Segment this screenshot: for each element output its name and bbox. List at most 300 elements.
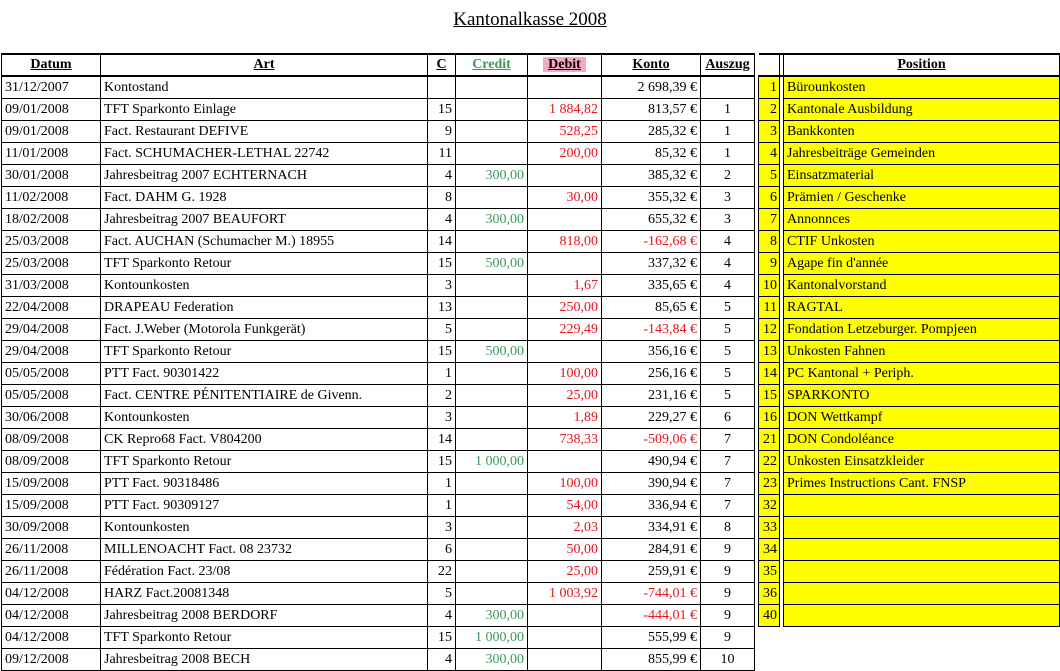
cell-konto[interactable]: 855,99 € (602, 649, 701, 671)
cell-debit[interactable]: 1 884,82 (528, 99, 602, 121)
cell-credit[interactable] (456, 99, 528, 121)
cell-category[interactable]: 22 (428, 561, 456, 583)
cell-credit[interactable] (456, 121, 528, 143)
cell-konto[interactable]: 490,94 € (602, 451, 701, 473)
position-number[interactable]: 32 (759, 495, 780, 517)
position-row[interactable] (759, 231, 1060, 253)
cell-art[interactable]: Kontounkosten (101, 407, 428, 429)
table-row[interactable] (2, 407, 755, 429)
cell-credit[interactable] (456, 231, 528, 253)
cell-art[interactable]: Kontounkosten (101, 275, 428, 297)
cell-category[interactable]: 15 (428, 253, 456, 275)
cell-auszug[interactable]: 1 (701, 99, 755, 121)
position-row[interactable] (759, 473, 1060, 495)
position-label[interactable] (784, 539, 1060, 561)
position-label[interactable]: Kantonalvorstand (784, 275, 1060, 297)
cell-category[interactable]: 5 (428, 583, 456, 605)
cell-auszug[interactable]: 4 (701, 275, 755, 297)
cell-category[interactable]: 3 (428, 517, 456, 539)
position-number[interactable]: 1 (759, 76, 780, 99)
cell-category[interactable] (428, 76, 456, 99)
cell-date[interactable]: 04/12/2008 (2, 605, 101, 627)
position-row[interactable] (759, 165, 1060, 187)
cell-art[interactable]: TFT Sparkonto Einlage (101, 99, 428, 121)
cell-art[interactable]: Fact. CENTRE PÉNITENTIAIRE de Givenn. (101, 385, 428, 407)
position-label[interactable]: Unkosten Einsatzkleider (784, 451, 1060, 473)
position-row[interactable] (759, 209, 1060, 231)
cell-art[interactable]: PTT Fact. 90309127 (101, 495, 428, 517)
cell-auszug[interactable]: 7 (701, 473, 755, 495)
cell-art[interactable]: Fact. J.Weber (Motorola Funkgerät) (101, 319, 428, 341)
position-label[interactable]: Unkosten Fahnen (784, 341, 1060, 363)
position-row[interactable] (759, 407, 1060, 429)
header-debit[interactable] (528, 54, 602, 76)
table-row[interactable] (2, 649, 755, 671)
cell-debit[interactable]: 2,03 (528, 517, 602, 539)
cell-art[interactable]: TFT Sparkonto Retour (101, 253, 428, 275)
cell-art[interactable]: PTT Fact. 90318486 (101, 473, 428, 495)
cell-debit[interactable] (528, 165, 602, 187)
cell-category[interactable]: 1 (428, 473, 456, 495)
header-art[interactable]: Art (101, 54, 428, 76)
cell-debit[interactable] (528, 649, 602, 671)
cell-konto[interactable]: 259,91 € (602, 561, 701, 583)
cell-date[interactable]: 30/09/2008 (2, 517, 101, 539)
cell-credit[interactable] (456, 407, 528, 429)
cell-date[interactable]: 29/04/2008 (2, 341, 101, 363)
table-row[interactable] (2, 583, 755, 605)
position-label[interactable]: Einsatzmaterial (784, 165, 1060, 187)
position-row[interactable] (759, 539, 1060, 561)
cell-date[interactable]: 05/05/2008 (2, 363, 101, 385)
position-number[interactable]: 7 (759, 209, 780, 231)
cell-date[interactable]: 11/01/2008 (2, 143, 101, 165)
cell-credit[interactable]: 500,00 (456, 341, 528, 363)
cell-debit[interactable]: 50,00 (528, 539, 602, 561)
cell-debit[interactable] (528, 76, 602, 99)
cell-category[interactable]: 13 (428, 297, 456, 319)
cell-credit[interactable] (456, 297, 528, 319)
table-row[interactable] (2, 99, 755, 121)
cell-auszug[interactable]: 7 (701, 429, 755, 451)
cell-auszug[interactable]: 7 (701, 495, 755, 517)
cell-category[interactable]: 4 (428, 605, 456, 627)
cell-art[interactable]: Fact. AUCHAN (Schumacher M.) 18955 (101, 231, 428, 253)
cell-konto[interactable]: 337,32 € (602, 253, 701, 275)
table-row[interactable] (2, 495, 755, 517)
cell-credit[interactable] (456, 539, 528, 561)
cell-debit[interactable]: 30,00 (528, 187, 602, 209)
table-row[interactable] (2, 253, 755, 275)
table-row[interactable] (2, 429, 755, 451)
position-label[interactable] (784, 495, 1060, 517)
position-number[interactable]: 10 (759, 275, 780, 297)
cell-konto[interactable]: 231,16 € (602, 385, 701, 407)
cell-konto[interactable]: -444,01 € (602, 605, 701, 627)
cell-auszug[interactable]: 1 (701, 121, 755, 143)
position-label[interactable]: Bürounkosten (784, 76, 1060, 99)
cell-auszug[interactable]: 5 (701, 385, 755, 407)
cell-credit[interactable] (456, 561, 528, 583)
cell-konto[interactable]: -143,84 € (602, 319, 701, 341)
table-row[interactable] (2, 561, 755, 583)
table-row[interactable] (2, 385, 755, 407)
cell-debit[interactable]: 100,00 (528, 363, 602, 385)
cell-credit[interactable]: 300,00 (456, 605, 528, 627)
cell-auszug[interactable]: 2 (701, 165, 755, 187)
position-number[interactable]: 11 (759, 297, 780, 319)
cell-art[interactable]: Jahresbeitrag 2007 ECHTERNACH (101, 165, 428, 187)
position-body (759, 76, 1060, 627)
cell-art[interactable]: Fact. Restaurant DEFIVE (101, 121, 428, 143)
cell-debit[interactable]: 1 003,92 (528, 583, 602, 605)
cell-credit[interactable]: 1 000,00 (456, 627, 528, 649)
cell-category[interactable]: 15 (428, 627, 456, 649)
cell-konto[interactable]: 555,99 € (602, 627, 701, 649)
cell-debit[interactable] (528, 253, 602, 275)
cell-date[interactable]: 09/01/2008 (2, 99, 101, 121)
cell-category[interactable]: 4 (428, 649, 456, 671)
cell-category[interactable]: 15 (428, 451, 456, 473)
cell-category[interactable]: 1 (428, 495, 456, 517)
cell-credit[interactable]: 300,00 (456, 649, 528, 671)
cell-art[interactable]: Kontostand (101, 76, 428, 99)
position-row[interactable] (759, 253, 1060, 275)
position-row[interactable] (759, 143, 1060, 165)
table-row[interactable] (2, 231, 755, 253)
cell-art[interactable]: TFT Sparkonto Retour (101, 627, 428, 649)
cell-auszug[interactable]: 3 (701, 187, 755, 209)
cell-konto[interactable]: 284,91 € (602, 539, 701, 561)
table-row[interactable] (2, 627, 755, 649)
position-row[interactable] (759, 187, 1060, 209)
position-number[interactable]: 5 (759, 165, 780, 187)
position-label[interactable]: CTIF Unkosten (784, 231, 1060, 253)
cell-credit[interactable] (456, 275, 528, 297)
cell-auszug[interactable]: 3 (701, 209, 755, 231)
header-c[interactable]: C (428, 54, 456, 76)
cell-auszug[interactable]: 9 (701, 583, 755, 605)
cell-date[interactable]: 08/09/2008 (2, 429, 101, 451)
cell-konto[interactable]: 390,94 € (602, 473, 701, 495)
cell-art[interactable]: MILLENOACHT Fact. 08 23732 (101, 539, 428, 561)
cell-konto[interactable]: 336,94 € (602, 495, 701, 517)
position-number[interactable]: 36 (759, 583, 780, 605)
cell-auszug[interactable]: 9 (701, 561, 755, 583)
cell-credit[interactable] (456, 385, 528, 407)
cell-auszug[interactable]: 7 (701, 451, 755, 473)
cell-date[interactable]: 08/09/2008 (2, 451, 101, 473)
cell-debit[interactable]: 54,00 (528, 495, 602, 517)
cell-debit[interactable] (528, 627, 602, 649)
position-number[interactable]: 40 (759, 605, 780, 627)
cell-category[interactable]: 8 (428, 187, 456, 209)
cell-konto[interactable]: -162,68 € (602, 231, 701, 253)
cell-date[interactable]: 04/12/2008 (2, 583, 101, 605)
cell-debit[interactable]: 1,67 (528, 275, 602, 297)
cell-debit[interactable]: 818,00 (528, 231, 602, 253)
position-number[interactable]: 35 (759, 561, 780, 583)
cell-category[interactable]: 3 (428, 407, 456, 429)
position-label[interactable]: Primes Instructions Cant. FNSP (784, 473, 1060, 495)
cell-art[interactable]: Kontounkosten (101, 517, 428, 539)
cell-date[interactable]: 25/03/2008 (2, 231, 101, 253)
cell-debit[interactable]: 100,00 (528, 473, 602, 495)
cell-konto[interactable]: 335,65 € (602, 275, 701, 297)
position-number[interactable]: 13 (759, 341, 780, 363)
table-row[interactable] (2, 451, 755, 473)
cell-credit[interactable] (456, 363, 528, 385)
position-row[interactable] (759, 561, 1060, 583)
cell-konto[interactable]: 229,27 € (602, 407, 701, 429)
cell-date[interactable]: 05/05/2008 (2, 385, 101, 407)
cell-credit[interactable] (456, 76, 528, 99)
cell-auszug[interactable]: 9 (701, 627, 755, 649)
table-row[interactable] (2, 363, 755, 385)
cell-art[interactable]: TFT Sparkonto Retour (101, 451, 428, 473)
cell-konto[interactable]: -744,01 € (602, 583, 701, 605)
cell-auszug[interactable]: 5 (701, 297, 755, 319)
cell-debit[interactable]: 250,00 (528, 297, 602, 319)
table-row[interactable] (2, 473, 755, 495)
cell-art[interactable]: HARZ Fact.20081348 (101, 583, 428, 605)
cell-konto[interactable]: 85,65 € (602, 297, 701, 319)
table-row[interactable] (2, 121, 755, 143)
position-label[interactable] (784, 561, 1060, 583)
position-row[interactable] (759, 605, 1060, 627)
cell-auszug[interactable]: 5 (701, 341, 755, 363)
cell-auszug[interactable]: 1 (701, 143, 755, 165)
cell-credit[interactable] (456, 143, 528, 165)
cell-date[interactable]: 31/03/2008 (2, 275, 101, 297)
cell-konto[interactable]: 334,91 € (602, 517, 701, 539)
cell-auszug[interactable]: 6 (701, 407, 755, 429)
position-row[interactable] (759, 385, 1060, 407)
position-label[interactable]: Annonnces (784, 209, 1060, 231)
cell-konto[interactable]: 256,16 € (602, 363, 701, 385)
cell-debit[interactable]: 229,49 (528, 319, 602, 341)
cell-date[interactable]: 18/02/2008 (2, 209, 101, 231)
position-row[interactable] (759, 297, 1060, 319)
position-number[interactable]: 14 (759, 363, 780, 385)
cell-date[interactable]: 31/12/2007 (2, 76, 101, 99)
position-row[interactable] (759, 451, 1060, 473)
cell-category[interactable]: 3 (428, 275, 456, 297)
cell-credit[interactable]: 300,00 (456, 209, 528, 231)
cell-date[interactable]: 09/01/2008 (2, 121, 101, 143)
cell-art[interactable]: Fact. SCHUMACHER-LETHAL 22742 (101, 143, 428, 165)
cell-category[interactable]: 9 (428, 121, 456, 143)
position-label[interactable] (784, 605, 1060, 627)
position-number[interactable]: 12 (759, 319, 780, 341)
position-number[interactable]: 22 (759, 451, 780, 473)
cell-konto[interactable]: 2 698,39 € (602, 76, 701, 99)
cell-credit[interactable]: 300,00 (456, 165, 528, 187)
cell-auszug[interactable]: 5 (701, 363, 755, 385)
cell-konto[interactable]: 813,57 € (602, 99, 701, 121)
position-number[interactable]: 23 (759, 473, 780, 495)
cell-art[interactable]: DRAPEAU Federation (101, 297, 428, 319)
cell-auszug[interactable]: 5 (701, 319, 755, 341)
cell-category[interactable]: 15 (428, 341, 456, 363)
position-label[interactable]: Prämien / Geschenke (784, 187, 1060, 209)
cell-credit[interactable] (456, 583, 528, 605)
position-number[interactable]: 3 (759, 121, 780, 143)
cell-category[interactable]: 4 (428, 165, 456, 187)
position-label[interactable]: Bankkonten (784, 121, 1060, 143)
cell-auszug[interactable] (701, 76, 755, 99)
cell-debit[interactable] (528, 209, 602, 231)
cell-date[interactable]: 26/11/2008 (2, 561, 101, 583)
cell-date[interactable]: 29/04/2008 (2, 319, 101, 341)
cell-konto[interactable]: 355,32 € (602, 187, 701, 209)
cell-art[interactable]: CK Repro68 Fact. V804200 (101, 429, 428, 451)
position-row[interactable] (759, 583, 1060, 605)
table-row[interactable] (2, 76, 755, 99)
cell-debit[interactable] (528, 451, 602, 473)
cell-credit[interactable] (456, 473, 528, 495)
cell-category[interactable]: 2 (428, 385, 456, 407)
position-label[interactable] (784, 517, 1060, 539)
position-label[interactable]: Jahresbeiträge Gemeinden (784, 143, 1060, 165)
cell-debit[interactable]: 200,00 (528, 143, 602, 165)
cell-art[interactable]: Jahresbeitrag 2008 BECH (101, 649, 428, 671)
cell-category[interactable]: 15 (428, 99, 456, 121)
cell-credit[interactable] (456, 517, 528, 539)
position-label[interactable]: DON Condoléance (784, 429, 1060, 451)
header-konto[interactable]: Konto (602, 54, 701, 76)
cell-art[interactable]: Jahresbeitrag 2008 BERDORF (101, 605, 428, 627)
table-row[interactable] (2, 209, 755, 231)
cell-date[interactable]: 22/04/2008 (2, 297, 101, 319)
cell-auszug[interactable]: 9 (701, 539, 755, 561)
cell-konto[interactable]: 385,32 € (602, 165, 701, 187)
position-row[interactable] (759, 99, 1060, 121)
cell-konto[interactable]: 655,32 € (602, 209, 701, 231)
cell-date[interactable]: 25/03/2008 (2, 253, 101, 275)
cell-art[interactable]: TFT Sparkonto Retour (101, 341, 428, 363)
table-row[interactable] (2, 143, 755, 165)
cell-debit[interactable] (528, 341, 602, 363)
cell-debit[interactable]: 25,00 (528, 561, 602, 583)
position-label[interactable]: PC Kantonal + Periph. (784, 363, 1060, 385)
position-number[interactable]: 9 (759, 253, 780, 275)
position-number[interactable]: 2 (759, 99, 780, 121)
cell-category[interactable]: 11 (428, 143, 456, 165)
table-row[interactable] (2, 319, 755, 341)
position-number[interactable]: 33 (759, 517, 780, 539)
cell-credit[interactable] (456, 319, 528, 341)
cell-category[interactable]: 4 (428, 209, 456, 231)
cell-auszug[interactable]: 10 (701, 649, 755, 671)
position-row[interactable] (759, 495, 1060, 517)
cell-credit[interactable]: 1 000,00 (456, 451, 528, 473)
table-row[interactable] (2, 539, 755, 561)
cell-date[interactable]: 30/01/2008 (2, 165, 101, 187)
position-row[interactable] (759, 275, 1060, 297)
position-number[interactable]: 8 (759, 231, 780, 253)
table-row[interactable] (2, 187, 755, 209)
cell-auszug[interactable]: 9 (701, 605, 755, 627)
cell-credit[interactable]: 500,00 (456, 253, 528, 275)
cell-debit[interactable]: 528,25 (528, 121, 602, 143)
header-position[interactable]: Position (784, 54, 1060, 76)
cell-art[interactable]: PTT Fact. 90301422 (101, 363, 428, 385)
cell-debit[interactable]: 738,33 (528, 429, 602, 451)
cell-credit[interactable] (456, 495, 528, 517)
table-row[interactable] (2, 341, 755, 363)
position-label[interactable] (784, 583, 1060, 605)
cell-konto[interactable]: 85,32 € (602, 143, 701, 165)
header-credit[interactable]: Credit (456, 54, 528, 76)
cell-konto[interactable]: -509,06 € (602, 429, 701, 451)
position-number[interactable]: 34 (759, 539, 780, 561)
position-row[interactable] (759, 341, 1060, 363)
position-label[interactable]: SPARKONTO (784, 385, 1060, 407)
cell-auszug[interactable]: 4 (701, 253, 755, 275)
cell-art[interactable]: Fédération Fact. 23/08 (101, 561, 428, 583)
table-row[interactable] (2, 517, 755, 539)
table-row[interactable] (2, 297, 755, 319)
cell-art[interactable]: Fact. DAHM G. 1928 (101, 187, 428, 209)
position-number[interactable]: 16 (759, 407, 780, 429)
cell-date[interactable]: 15/09/2008 (2, 473, 101, 495)
header-datum[interactable]: Datum (2, 54, 101, 76)
cell-date[interactable]: 26/11/2008 (2, 539, 101, 561)
position-row[interactable] (759, 517, 1060, 539)
position-label[interactable]: Kantonale Ausbildung (784, 99, 1060, 121)
cell-debit[interactable]: 25,00 (528, 385, 602, 407)
position-number[interactable]: 15 (759, 385, 780, 407)
position-label[interactable]: Fondation Letzeburger. Pompjeen (784, 319, 1060, 341)
cell-date[interactable]: 11/02/2008 (2, 187, 101, 209)
header-auszug[interactable]: Auszug (701, 54, 755, 76)
cell-debit[interactable] (528, 605, 602, 627)
cell-date[interactable]: 30/06/2008 (2, 407, 101, 429)
cell-date[interactable]: 09/12/2008 (2, 649, 101, 671)
cell-auszug[interactable]: 4 (701, 231, 755, 253)
cell-debit[interactable]: 1,89 (528, 407, 602, 429)
cell-category[interactable]: 6 (428, 539, 456, 561)
cell-credit[interactable] (456, 429, 528, 451)
position-row[interactable] (759, 429, 1060, 451)
cell-date[interactable]: 15/09/2008 (2, 495, 101, 517)
position-label[interactable]: DON Wettkampf (784, 407, 1060, 429)
table-row[interactable] (2, 605, 755, 627)
cell-category[interactable]: 14 (428, 429, 456, 451)
position-row[interactable] (759, 76, 1060, 99)
position-label[interactable]: RAGTAL (784, 297, 1060, 319)
cell-konto[interactable]: 285,32 € (602, 121, 701, 143)
table-row[interactable] (2, 275, 755, 297)
position-row[interactable] (759, 363, 1060, 385)
position-row[interactable] (759, 319, 1060, 341)
cell-date[interactable]: 04/12/2008 (2, 627, 101, 649)
cell-category[interactable]: 1 (428, 363, 456, 385)
cell-category[interactable]: 5 (428, 319, 456, 341)
cell-category[interactable]: 14 (428, 231, 456, 253)
cell-credit[interactable] (456, 187, 528, 209)
position-number[interactable]: 21 (759, 429, 780, 451)
position-row[interactable] (759, 121, 1060, 143)
cell-auszug[interactable]: 8 (701, 517, 755, 539)
cell-art[interactable]: Jahresbeitrag 2007 BEAUFORT (101, 209, 428, 231)
position-label[interactable]: Agape fin d'année (784, 253, 1060, 275)
cell-konto[interactable]: 356,16 € (602, 341, 701, 363)
table-row[interactable] (2, 165, 755, 187)
position-number[interactable]: 6 (759, 187, 780, 209)
position-number[interactable]: 4 (759, 143, 780, 165)
